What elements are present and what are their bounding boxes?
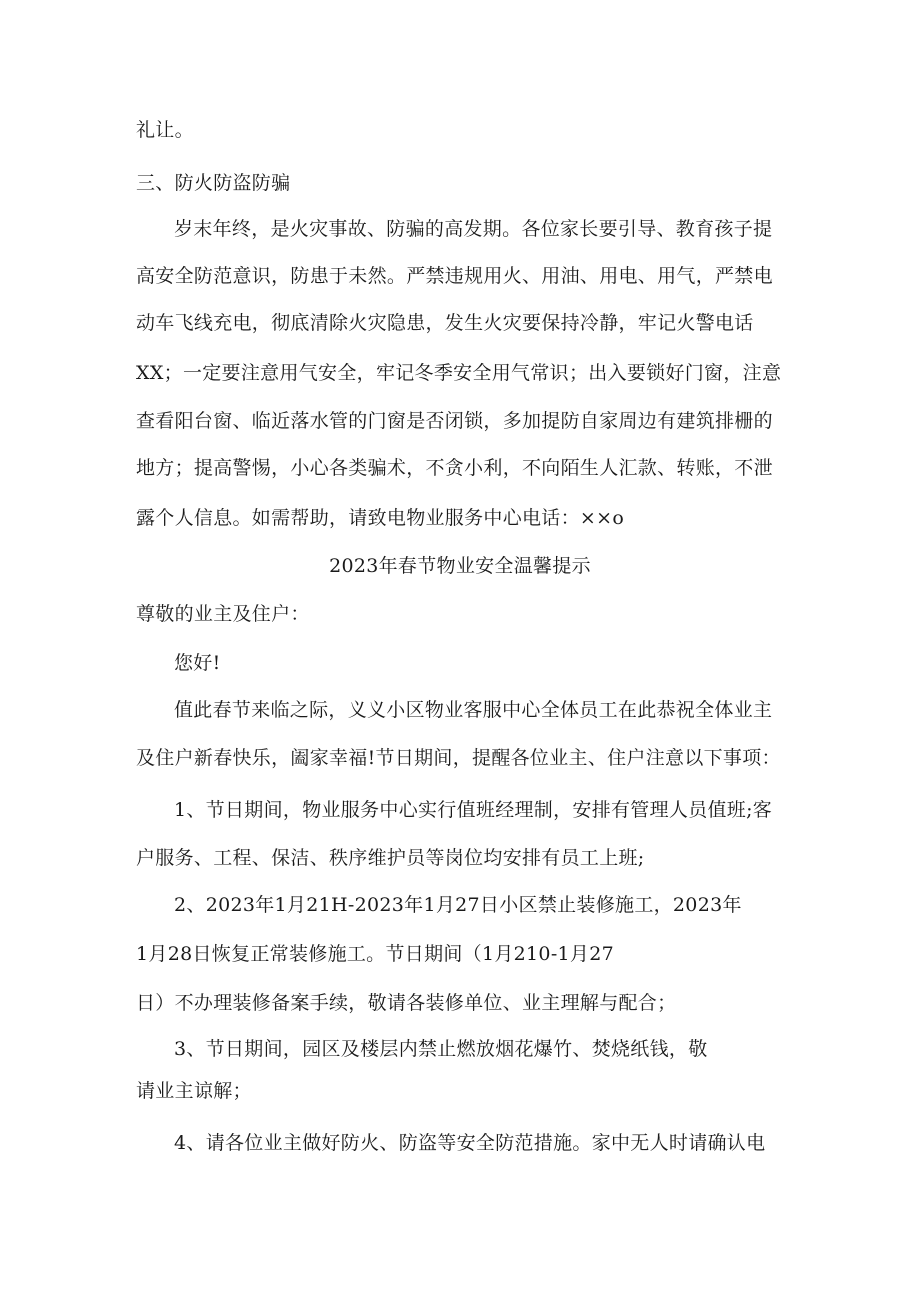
notice-item-4-line: 4、请各位业主做好防火、防盗等安全防范措施。家中无人时请确认电 [174,1132,766,1154]
section3-paragraph-line: 动车飞线充电，彻底清除火灾隐患，发生火灾要保持冷静，牢记火警电话 [136,312,754,334]
section3-paragraph-line: 地方；提高警惕，小心各类骗术，不贪小利，不向陌生人汇款、转账，不泄 [136,457,773,479]
notice-intro-line: 及住户新春快乐，阖家幸福!节日期间，提醒各位业主、住户注意以下事项： [136,747,781,769]
section3-paragraph-line: 露个人信息。如需帮助，请致电物业服务中心电话：××o [136,507,625,529]
notice-item-2-line: 日）不办理装修备案手续，敬请各装修单位、业主理解与配合； [136,992,677,1014]
notice-item-2-line: 1月28日恢复正常装修施工。节日期间（1月210-1月27 [136,943,615,965]
notice-greeting: 您好! [174,652,221,674]
notice-item-2-line: 2、2023年1月21H-2023年1月27日小区禁止装修施工，2023年 [174,894,742,916]
previous-section-tail: 礼让。 [136,119,194,141]
section3-paragraph-line: XX；一定要注意用气安全，牢记冬季安全用气常识；出入要锁好门窗，注意 [136,362,782,384]
section3-paragraph-line: 查看阳台窗、临近落水管的门窗是否闭锁，多加提防自家周边有建筑排栅的 [136,410,773,432]
notice-item-1-line: 户服务、工程、保洁、秩序维护员等岗位均安排有员工上班; [136,847,645,869]
notice-item-3-line: 请业主谅解； [136,1080,252,1102]
notice-title: 2023年春节物业安全温馨提示 [329,555,591,577]
section-heading-fire-theft-fraud: 三、防火防盗防骗 [136,172,291,194]
section3-paragraph-line: 岁末年终，是火灾事故、防骗的高发期。各位家长要引导、教育孩子提 [174,218,773,240]
section3-paragraph-line: 高安全防范意识，防患于未然。严禁违规用火、用油、用电、用气，严禁电 [136,265,773,287]
notice-salutation: 尊敬的业主及住户： [136,603,310,625]
notice-intro-line: 值此春节来临之际，义义小区物业客服中心全体员工在此恭祝全体业主 [174,699,773,721]
notice-item-1-line: 1、节日期间，物业服务中心实行值班经理制，安排有管理人员值班;客 [174,799,773,821]
notice-item-3-line: 3、节日期间，园区及楼层内禁止燃放烟花爆竹、焚烧纸钱，敬 [174,1038,708,1060]
